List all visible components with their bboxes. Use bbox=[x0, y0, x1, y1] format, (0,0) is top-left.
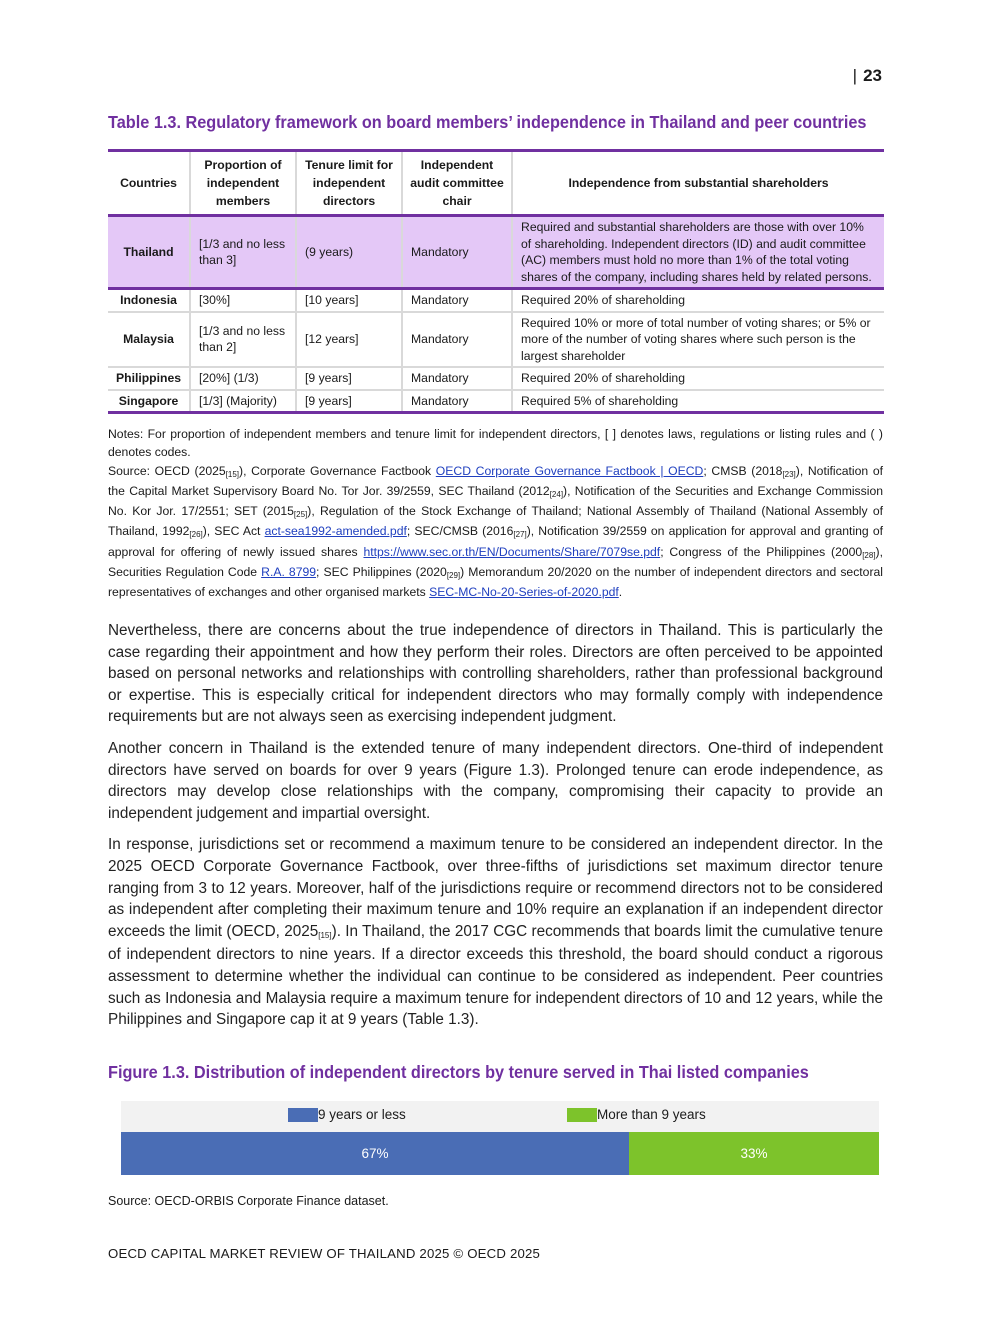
data-label: 33% bbox=[740, 1146, 768, 1161]
cell-tenure: [9 years] bbox=[296, 390, 402, 413]
figure-caption: Figure 1.3. Distribution of independent directors by tenure served in Thai listed companies bbox=[108, 1062, 809, 1082]
table-notes bbox=[108, 425, 883, 602]
tenure-chart bbox=[121, 1101, 879, 1175]
sec-act-link[interactable]: act-sea1992-amended.pdf bbox=[264, 524, 407, 539]
table-row bbox=[108, 390, 884, 413]
page-number-separator: | bbox=[852, 66, 858, 85]
cell-country: Malaysia bbox=[108, 312, 190, 368]
cell-tenure: [10 years] bbox=[296, 289, 402, 312]
cell-audit: Mandatory bbox=[402, 367, 512, 390]
cell-tenure: [9 years] bbox=[296, 367, 402, 390]
cell-independence: Required 20% of shareholding bbox=[512, 289, 884, 312]
legend-label: 9 years or less bbox=[318, 1107, 406, 1122]
legend-swatch-more-than-9-years bbox=[567, 1108, 597, 1122]
page-number-value: 23 bbox=[863, 66, 882, 85]
body-text bbox=[108, 620, 883, 1041]
paragraph: Another concern in Thailand is the extended tenure of many independent directors. One-third of independent directors have served on boards for over 9 years (Figure 1.3). Prolonged tenure can erode independence, as directors may develop close relationships with the company, compromising their capacity to provide an independent judgement and impartial oversight. bbox=[108, 739, 883, 822]
col-header-independence: Independence from substantial shareholders bbox=[512, 151, 884, 216]
regulatory-framework-table bbox=[108, 149, 884, 414]
legend-item bbox=[288, 1107, 406, 1122]
cell-proportion: [20%] (1/3) bbox=[190, 367, 296, 390]
cell-audit: Mandatory bbox=[402, 312, 512, 368]
table-row bbox=[108, 289, 884, 312]
bar-segment-more-than-9-years bbox=[629, 1132, 879, 1175]
cell-country: Philippines bbox=[108, 367, 190, 390]
table-header-row bbox=[108, 151, 884, 216]
ra-8799-link[interactable]: R.A. 8799 bbox=[261, 565, 317, 580]
table-row bbox=[108, 312, 884, 368]
source-text: Source: OECD $(2025_{[15]})$, Corporate Governance Factbook OECD Corporate Governance Factbook | OECD; CMSB $(2018_{[23]})$, Notification of the Capital Market Supervisory Board No. Tor Jor. 39/2559, SEC Thailand $(2012_{[24]})$, Notification of the Securities and Exchange Commission No. Kor Jor. 17/2551; SET $(2015_{[25]})$, Regulation of the Stock Exchange of Thailand; National Assembly of Thailand (National Assembly of Thailand, $1992_{[26]}$), SEC Act act-sea1992-amended.pdf; SEC/CMSB $(2016_{[27]})$, Notification 39/2559 on application for approval and granting of approval for offering of newly issued shares https://www.sec.or.th/EN/Documents/Share/7079se.pdf; Congress of the Philippines $(2000_{[28]})$, Securities Regulation Code R.A. 8799; SEC Philippines $(2020_{[29]})$ Memorandum 20/2020 on the number of independent directors and sectoral representatives of exchanges and other organised markets SEC-MC-No-20-Series-of-2020.pdf. bbox=[108, 463, 884, 600]
figure-source: Source: OECD-ORBIS Corporate Finance dataset. bbox=[108, 1194, 389, 1208]
bar-segment-9-years-or-less bbox=[121, 1132, 629, 1175]
cell-country: Indonesia bbox=[108, 289, 190, 312]
table-row bbox=[108, 216, 884, 289]
paragraph: Nevertheless, there are concerns about the true independence of directors in Thailand. This is particularly the case regarding their appointment and how they perform their roles. Directors are often perceived to be appointed based on personal networks and relationships with controlling shareholders, rather than professional background or expertise. This is especially critical for independent directors who may formally comply with independence requirements but are not always seen as exercising independent judgment. bbox=[108, 622, 883, 726]
stacked-bar bbox=[121, 1132, 879, 1175]
cell-proportion: [1/3 and no less than 2] bbox=[190, 312, 296, 368]
col-header-audit-chair: Independent audit committee chair bbox=[402, 151, 512, 216]
cell-independence: Required 10% or more of total number of voting shares; or 5% or more of the number of voting shares where such person is the largest shareholder bbox=[512, 312, 884, 368]
cell-country: Singapore bbox=[118, 393, 179, 408]
cell-audit: Mandatory bbox=[402, 390, 512, 413]
cell-proportion: [1/3] (Majority) bbox=[190, 390, 296, 413]
col-header-tenure: Tenure limit for independent directors bbox=[296, 151, 402, 216]
sec-mc-link[interactable]: SEC-MC-No-20-Series-of-2020.pdf bbox=[429, 585, 619, 600]
data-label: 67% bbox=[361, 1146, 389, 1161]
col-header-countries: Countries bbox=[108, 151, 190, 216]
cell-proportion: [30%] bbox=[190, 289, 296, 312]
cell-independence: Required 5% of shareholding bbox=[512, 390, 884, 413]
table-row bbox=[108, 367, 884, 390]
cell-independence: Required and substantial shareholders are those with over 10% of shareholding. Independent directors (ID) and audit committee (AC) members must hold no more than 1% of the total voting shares of the company, including shares held by related persons. bbox=[512, 216, 884, 289]
page-footer: OECD CAPITAL MARKET REVIEW OF THAILAND 2025 © OECD 2025 bbox=[108, 1246, 541, 1261]
cell-tenure: [12 years] bbox=[296, 312, 402, 368]
legend-item bbox=[567, 1107, 706, 1122]
factbook-link[interactable]: OECD Corporate Governance Factbook | OECD bbox=[435, 463, 704, 478]
notes-text: Notes: For proportion of independent members and tenure limit for independent directors, [ ] denotes laws, regulations or listing rules and ( ) denotes codes. bbox=[108, 427, 883, 460]
cell-independence: Required 20% of shareholding bbox=[512, 367, 884, 390]
legend-swatch-9-years-or-less bbox=[288, 1108, 318, 1122]
cell-audit: Mandatory bbox=[402, 216, 512, 289]
cell-audit: Mandatory bbox=[402, 289, 512, 312]
col-header-proportion: Proportion of independent members bbox=[190, 151, 296, 216]
table-caption: Table 1.3. Regulatory framework on board members’ independence in Thailand and peer countries bbox=[108, 112, 867, 132]
cell-country: Thailand bbox=[108, 216, 190, 289]
paragraph: In response, jurisdictions set or recommend a maximum tenure to be considered an independent director. In the 2025 OECD Corporate Governance Factbook, over three-fifths of jurisdictions set maximum director tenure ranging from 3 to 12 years. Moreover, half of the jurisdictions require or recommend directors not to be considered as independent after completing their maximum tenure and 10% require an explanation if an independent director exceeds the limit (OECD, $2025_{[15]}$). In Thailand, the 2017 CGC recommends that boards limit the cumulative tenure of independent directors to nine years. If a director exceeds this threshold, the board should conduct a rigorous assessment to determine whether the individual can continue to be considered as independent. Peer countries such as Indonesia and Malaysia require a maximum tenure for independent directors of 10 and 12 years, while the Philippines and Singapore cap it at 9 years (Table 1.3). bbox=[108, 836, 884, 1029]
chart-legend bbox=[121, 1101, 879, 1130]
sec-share-pdf-link[interactable]: https://www.sec.or.th/EN/Documents/Share/7079se.pdf bbox=[363, 544, 661, 559]
legend-label: More than 9 years bbox=[597, 1107, 706, 1122]
cell-proportion: [1/3 and no less than 3] bbox=[190, 216, 296, 289]
page-number bbox=[853, 66, 882, 86]
cell-tenure: (9 years) bbox=[296, 216, 402, 289]
